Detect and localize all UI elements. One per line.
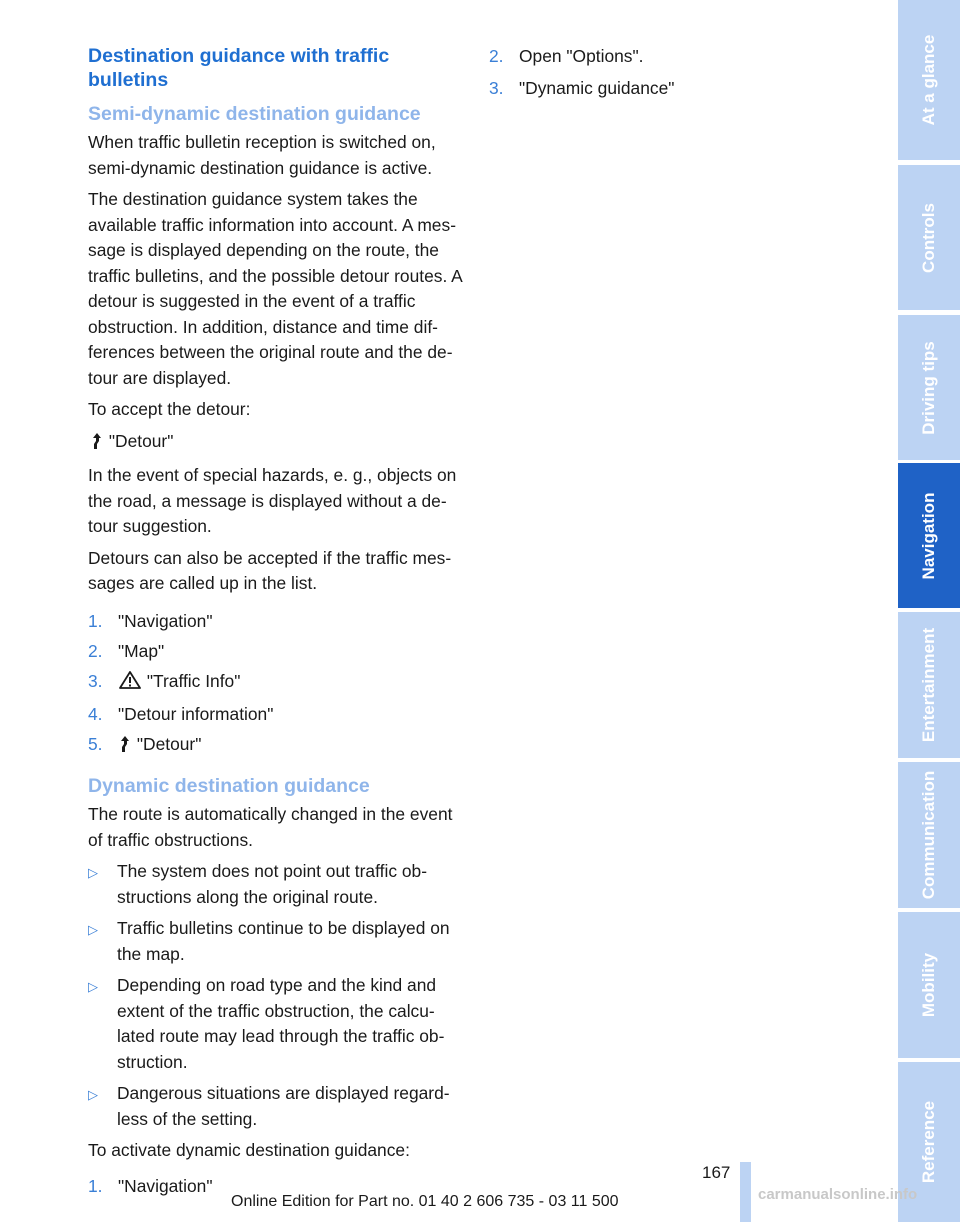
tab-at-a-glance[interactable]: At a glance xyxy=(898,0,960,160)
footer-edition: Online Edition for Part no. 01 40 2 606 735 - 03 11 500 xyxy=(231,1193,619,1210)
semi-dynamic-paragraph-1: When traffic bulletin reception is switched on, semi-dynamic destination guidance is active. xyxy=(88,132,436,178)
triangle-bullet-icon: ▷ xyxy=(88,922,98,937)
list-item: ▷ Depending on road type and the kind and extent of the traffic obstruction, the calculated route may lead through the traffic obstruction. xyxy=(88,973,463,1075)
semi-dynamic-paragraph-5: Detours can also be accepted if the traffic messages are called up in the list. xyxy=(88,547,452,593)
dynamic-title: Dynamic destination guidance xyxy=(88,775,370,797)
dynamic-paragraph-1: The route is automatically changed in the event of traffic obstructions. xyxy=(88,804,453,850)
semi-dynamic-paragraph-2: The destination guidance system takes the available traffic information into account. A message is displayed depending on the route, the traffic bulletins, and the possible detour routes. A detour is suggested in the event of a traffic obstruction. In addition, distance and time differences between the original route and the detour are displayed. xyxy=(88,189,462,388)
list-item: ▷ The system does not point out traffic obstructions along the original route. xyxy=(88,859,463,910)
list-item: 2. "Map" xyxy=(88,640,165,661)
detour-arrow-icon xyxy=(118,735,132,761)
section-heading: Destination guidance with traffic bulletins xyxy=(88,45,390,91)
tab-navigation[interactable]: Navigation xyxy=(898,463,960,608)
tab-reference[interactable]: Reference xyxy=(898,1062,960,1222)
warning-triangle-icon xyxy=(118,670,142,698)
page-number-bar xyxy=(740,1162,751,1222)
triangle-bullet-icon: ▷ xyxy=(88,865,98,880)
tab-communication[interactable]: Communication xyxy=(898,762,960,908)
right-column xyxy=(489,44,819,106)
semi-dynamic-title: Semi-dynamic destination guidance xyxy=(88,103,421,125)
list-item: 1. "Navigation" xyxy=(88,610,213,631)
left-column xyxy=(88,44,463,1204)
chapter-tabs xyxy=(898,0,960,1222)
list-item: ▷ Dangerous situations are displayed regardless of the setting. xyxy=(88,1081,463,1132)
triangle-bullet-icon: ▷ xyxy=(88,1087,98,1102)
watermark: carmanualsonline.info xyxy=(758,1186,918,1203)
list-item: 5. "Detour" xyxy=(88,732,463,761)
tab-mobility[interactable]: Mobility xyxy=(898,912,960,1058)
dynamic-paragraph-2: To activate dynamic destination guidance: xyxy=(88,1140,410,1160)
tab-driving-tips[interactable]: Driving tips xyxy=(898,315,960,460)
list-item: 3. "Traffic Info" xyxy=(88,669,463,698)
list-item: 1. "Navigation" xyxy=(88,1175,213,1196)
list-item: 3. "Dynamic guidance" xyxy=(489,77,675,98)
tab-entertainment[interactable]: Entertainment xyxy=(898,612,960,758)
detour-label: "Detour" xyxy=(108,430,174,451)
list-item: ▷ Traffic bulletins continue to be displayed on the map. xyxy=(88,916,463,967)
accept-detour-line xyxy=(88,429,463,458)
detour-arrow-icon xyxy=(90,432,104,458)
list-item: 2. Open "Options". xyxy=(489,46,644,66)
semi-dynamic-paragraph-4: In the event of special hazards, e. g., objects on the road, a message is displayed without a detour suggestion. xyxy=(88,465,457,536)
accept-detour-intro: To accept the detour: xyxy=(88,399,251,419)
list-item: 4. "Detour information" xyxy=(88,703,274,724)
triangle-bullet-icon: ▷ xyxy=(88,979,98,994)
tab-controls[interactable]: Controls xyxy=(898,165,960,310)
page-number: 167 xyxy=(702,1163,731,1182)
